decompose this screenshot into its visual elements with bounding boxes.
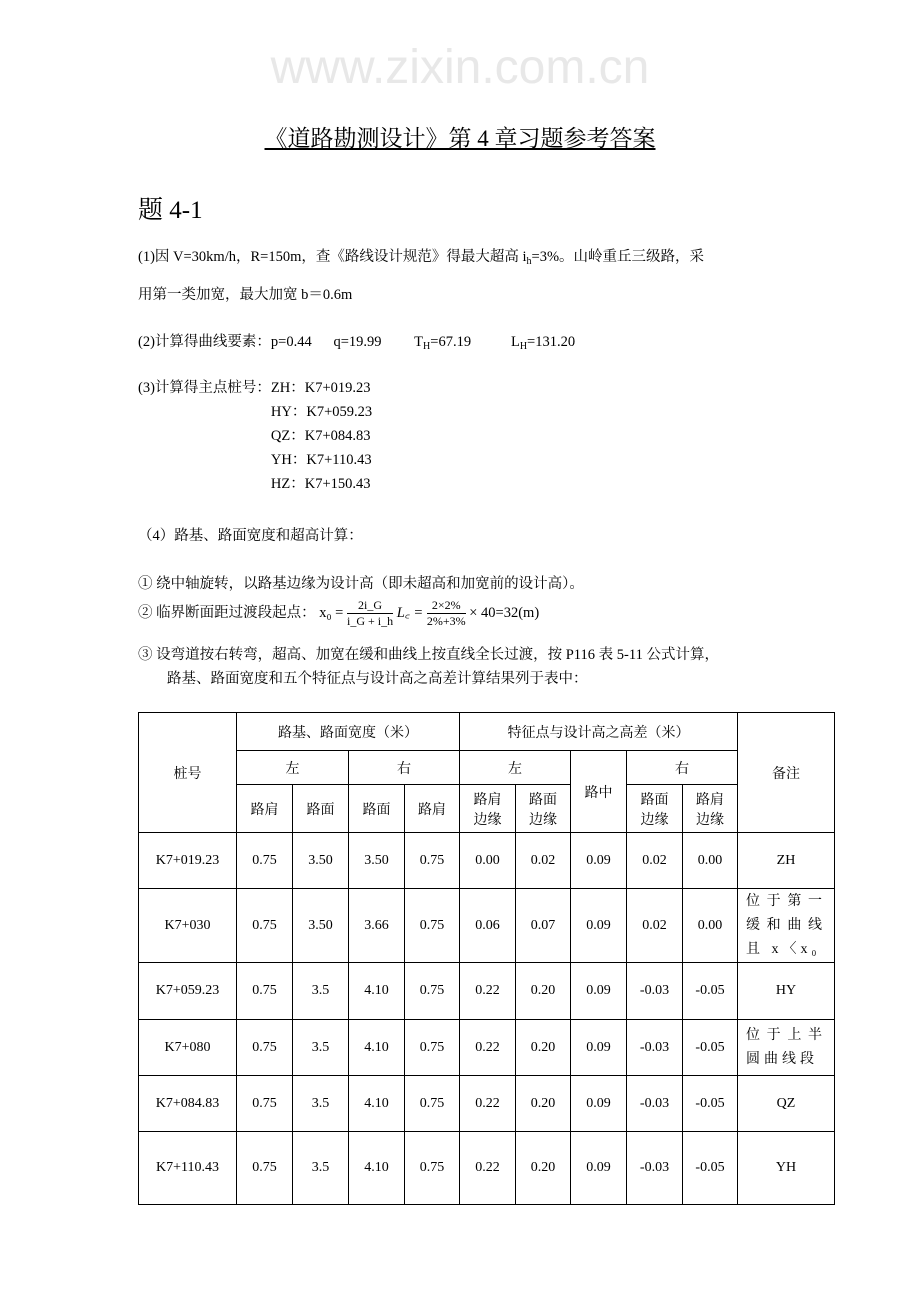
header-shoulder-edge: 路肩边缘 <box>683 785 738 833</box>
point-item: ZH：K7+019.23 <box>270 380 371 396</box>
value-cell: -0.03 <box>627 1076 683 1132</box>
note-cell: 位于第一缓和曲线且 x〈x₀ <box>738 889 835 963</box>
value-cell: -0.05 <box>683 1132 738 1205</box>
value-cell: 0.75 <box>405 963 460 1020</box>
value-cell: 3.5 <box>293 1020 349 1076</box>
problem-heading: 题 4-1 <box>138 197 203 224</box>
value-cell: 0.22 <box>460 1076 516 1132</box>
value-cell: 0.00 <box>683 833 738 889</box>
value-cell: 0.22 <box>460 963 516 1020</box>
note-cell: QZ <box>738 1076 835 1132</box>
value-cell: 3.5 <box>293 1132 349 1205</box>
value-cell: 4.10 <box>349 1020 405 1076</box>
point-item: YH：K7+110.43 <box>270 452 372 468</box>
value-cell: 0.75 <box>237 833 293 889</box>
station-cell: K7+030 <box>139 889 237 963</box>
header-width: 路基、路面宽度（米） <box>237 713 460 751</box>
header-shoulder: 路肩 <box>405 785 460 833</box>
header-pavement-edge: 路面边缘 <box>516 785 571 833</box>
table-row <box>139 833 835 889</box>
station-cell: K7+080 <box>139 1020 237 1076</box>
header-left: 左 <box>460 751 571 785</box>
value-cell: 0.09 <box>571 1020 627 1076</box>
header-note: 备注 <box>738 713 835 833</box>
value-cell: 3.50 <box>349 833 405 889</box>
value-cell: 0.75 <box>405 889 460 963</box>
results-table <box>138 712 835 1205</box>
point-item: HY：K7+059.23 <box>270 404 373 420</box>
header-center: 路中 <box>571 751 627 833</box>
header-pavement: 路面 <box>349 785 405 833</box>
value-cell: 0.20 <box>516 963 571 1020</box>
watermark: www.zixin.com.cn <box>270 41 650 94</box>
header-pavement-edge: 路面边缘 <box>627 785 683 833</box>
paragraph-2: (2)计算得曲线要素：p=0.44 q=19.99 $T_H=67.19$ $L_H=131.20$ <box>138 334 576 352</box>
value-cell: -0.05 <box>683 963 738 1020</box>
value-cell: 0.75 <box>405 1020 460 1076</box>
value-cell: 0.75 <box>405 833 460 889</box>
table-row <box>139 1020 835 1076</box>
value-cell: 0.20 <box>516 1020 571 1076</box>
value-cell: 3.5 <box>293 963 349 1020</box>
table-row <box>139 963 835 1020</box>
value-cell: 0.02 <box>627 833 683 889</box>
point-item: QZ：K7+084.83 <box>270 428 371 444</box>
table-row <box>139 889 835 963</box>
station-cell: K7+019.23 <box>139 833 237 889</box>
header-shoulder-edge: 路肩边缘 <box>460 785 516 833</box>
note-cell: ZH <box>738 833 835 889</box>
station-cell: K7+110.43 <box>139 1132 237 1205</box>
value-cell: -0.05 <box>683 1076 738 1132</box>
value-cell: -0.03 <box>627 1020 683 1076</box>
value-cell: -0.03 <box>627 963 683 1020</box>
value-cell: 3.5 <box>293 1076 349 1132</box>
note-cell: HY <box>738 963 835 1020</box>
value-cell: 0.00 <box>460 833 516 889</box>
value-cell: 4.10 <box>349 963 405 1020</box>
header-diff: 特征点与设计高之高差（米） <box>460 713 738 751</box>
value-cell: 0.22 <box>460 1132 516 1205</box>
value-cell: 0.20 <box>516 1076 571 1132</box>
paragraph-4: （4）路基、路面宽度和超高计算： <box>138 528 363 544</box>
paragraph-3 <box>138 380 372 500</box>
header-right: 右 <box>627 751 738 785</box>
value-cell: 0.75 <box>237 889 293 963</box>
value-cell: 0.22 <box>460 1020 516 1076</box>
step-3: ③ 设弯道按右转弯，超高、加宽在缓和曲线上按直线全长过渡，按 P116 表 5-11 公式计算， <box>138 647 719 663</box>
value-cell: 0.20 <box>516 1132 571 1205</box>
page-title: 《道路勘测设计》第 4 章习题参考答案 <box>264 126 656 151</box>
header-pavement: 路面 <box>293 785 349 833</box>
value-cell: 0.06 <box>460 889 516 963</box>
station-cell: K7+084.83 <box>139 1076 237 1132</box>
value-cell: 0.09 <box>571 1132 627 1205</box>
table-row <box>139 1076 835 1132</box>
value-cell: 0.09 <box>571 889 627 963</box>
value-cell: 0.75 <box>237 1076 293 1132</box>
value-cell: 0.75 <box>237 1132 293 1205</box>
note-cell: 位于上半圆曲线段 <box>738 1020 835 1076</box>
step-3-cont: 路基、路面宽度和五个特征点与设计高之高差计算结果列于表中： <box>167 671 588 687</box>
value-cell: 0.09 <box>571 963 627 1020</box>
value-cell: 0.75 <box>237 1020 293 1076</box>
value-cell: 0.02 <box>627 889 683 963</box>
value-cell: 0.00 <box>683 889 738 963</box>
value-cell: 3.50 <box>293 889 349 963</box>
step-2: ② 临界断面距过渡段起点： x₀ = $\frac{2i\_G}{i\_G + i\_h}$ L꜀ = $\frac{2\times 2\%}{2\%+3\%}$ × 40=32(m) <box>138 598 540 628</box>
step-1: ① 绕中轴旋转，以路基边缘为设计高（即未超高和加宽前的设计高）。 <box>138 576 584 592</box>
table-row <box>139 1132 835 1205</box>
value-cell: 0.75 <box>405 1076 460 1132</box>
value-cell: 0.75 <box>405 1132 460 1205</box>
value-cell: 4.10 <box>349 1132 405 1205</box>
value-cell: -0.03 <box>627 1132 683 1205</box>
paragraph-3-label: (3)计算得主点桩号： <box>138 380 271 396</box>
value-cell: 0.09 <box>571 833 627 889</box>
value-cell: 0.75 <box>237 963 293 1020</box>
value-cell: 0.02 <box>516 833 571 889</box>
note-cell: YH <box>738 1132 835 1205</box>
header-left: 左 <box>237 751 349 785</box>
value-cell: 4.10 <box>349 1076 405 1132</box>
header-shoulder: 路肩 <box>237 785 293 833</box>
paragraph-1-cont: 用第一类加宽，最大加宽 b＝0.6m <box>138 287 353 303</box>
value-cell: 0.07 <box>516 889 571 963</box>
value-cell: 0.09 <box>571 1076 627 1132</box>
station-cell: K7+059.23 <box>139 963 237 1020</box>
header-station: 桩号 <box>139 713 237 833</box>
paragraph-1: (1)因 V=30km/h，R=150m，查《路线设计规范》得最大超高 $i_h=3\%$。山岭重丘三级路，采 <box>138 249 705 267</box>
value-cell: 3.50 <box>293 833 349 889</box>
value-cell: 3.66 <box>349 889 405 963</box>
point-item: HZ：K7+150.43 <box>270 476 371 492</box>
header-right: 右 <box>349 751 460 785</box>
points-list <box>271 380 372 500</box>
value-cell: -0.05 <box>683 1020 738 1076</box>
